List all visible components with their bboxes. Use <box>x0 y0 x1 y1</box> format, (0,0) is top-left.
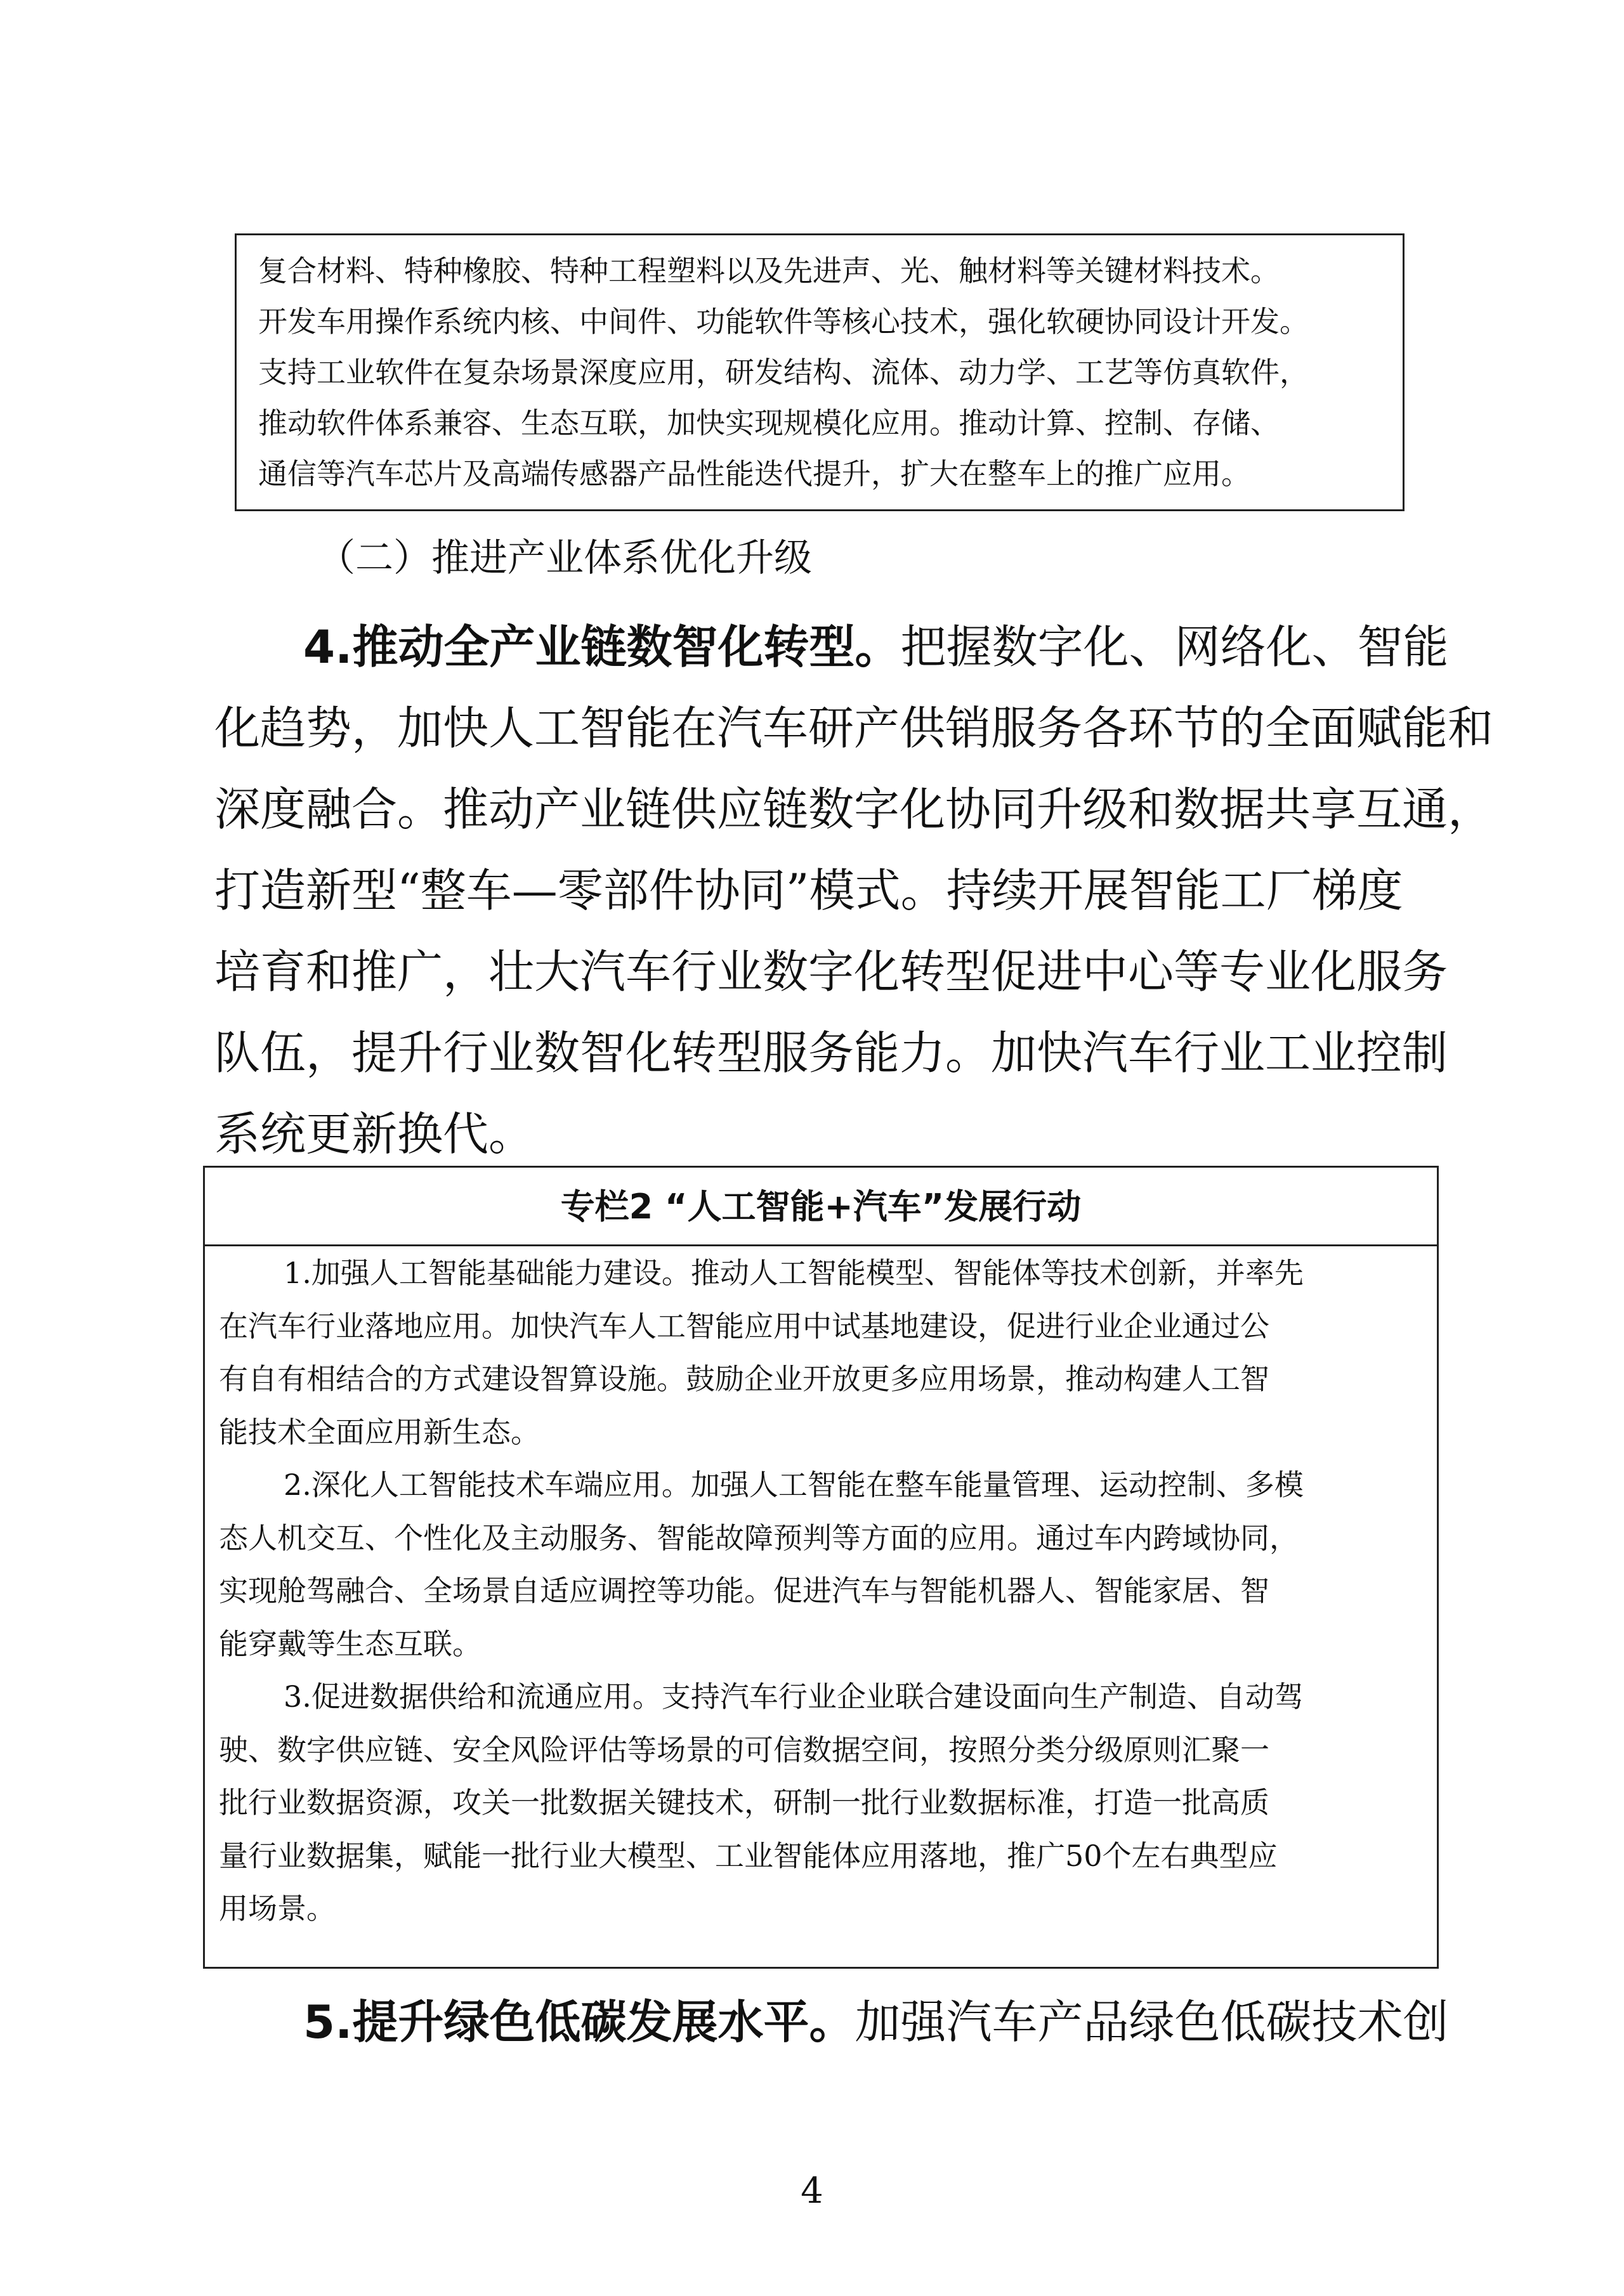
column-line: 态人机交互、个性化及主动服务、智能故障预判等方面的应用。通过车内跨域协同， <box>219 1521 1299 1555</box>
column-line: 3.促进数据供给和流通应用。支持汽车行业企业联合建设面向生产制造、自动驾 <box>284 1680 1304 1714</box>
paragraph-line: 队伍，提升行业数智化转型服务能力。加快汽车行业工业控制 <box>214 1026 1448 1080</box>
paragraph-text: 加强汽车产品绿色低碳技术创 <box>855 1995 1449 2049</box>
column-line: 驶、数字供应链、安全风险评估等场景的可信数据空间，按照分类分级原则汇聚一 <box>219 1733 1269 1767</box>
box-line: 开发车用操作系统内核、中间件、功能软件等核心技术，强化软硬协同设计开发。 <box>258 304 1309 339</box>
paragraph-line <box>303 1992 1448 2052</box>
column-title: 专栏2 “人工智能+汽车”发展行动 <box>560 1187 1082 1227</box>
box-line: 推动软件体系兼容、生态互联，加快实现规模化应用。推动计算、控制、存储、 <box>258 406 1280 440</box>
column-line: 量行业数据集，赋能一批行业大模型、工业智能体应用落地，推广50个左右典型应 <box>219 1839 1278 1873</box>
top-text-box <box>235 233 1405 511</box>
box-line: 复合材料、特种橡胶、特种工程塑料以及先进声、光、触材料等关键材料技术。 <box>258 254 1280 288</box>
paragraph-lead: 4.推动全产业链数智化转型。 <box>303 620 901 674</box>
paragraph-text: 把握数字化、网络化、智能 <box>900 620 1449 674</box>
column-line: 2.深化人工智能技术车端应用。加强人工智能在整车能量管理、运动控制、多模 <box>284 1468 1304 1502</box>
column-title-row <box>205 1168 1437 1246</box>
column-line: 实现舱驾融合、全场景自适应调控等功能。促进汽车与智能机器人、智能家居、智 <box>219 1574 1269 1608</box>
column-line: 在汽车行业落地应用。加快汽车人工智能应用中试基地建设，促进行业企业通过公 <box>219 1309 1269 1343</box>
column-line: 用场景。 <box>219 1891 336 1926</box>
paragraph-line <box>303 616 1448 677</box>
column-line: 1.加强人工智能基础能力建设。推动人工智能模型、智能体等技术创新，并率先 <box>284 1256 1304 1290</box>
paragraph-line: 系统更新换代。 <box>214 1107 535 1161</box>
column-line: 能穿戴等生态互联。 <box>219 1627 481 1661</box>
page-number: 4 <box>801 2170 823 2212</box>
box-line: 支持工业软件在复杂场景深度应用，研发结构、流体、动力学、工艺等仿真软件， <box>258 355 1309 389</box>
paragraph-line: 培育和推广，壮大汽车行业数字化转型促进中心等专业化服务 <box>214 945 1448 998</box>
section-heading: （二）推进产业体系优化升级 <box>317 536 812 580</box>
column-line: 批行业数据资源，攻关一批数据关键技术，研制一批行业数据标准，打造一批高质 <box>219 1785 1269 1820</box>
column-box-2 <box>203 1166 1439 1969</box>
column-line: 能技术全面应用新生态。 <box>219 1415 540 1449</box>
column-line: 有自有相结合的方式建设智算设施。鼓励企业开放更多应用场景，推动构建人工智 <box>219 1362 1269 1396</box>
paragraph-line: 深度融合。推动产业链供应链数字化协同升级和数据共享互通， <box>214 783 1494 836</box>
paragraph-line: 打造新型“整车—零部件协同”模式。持续开展智能工厂梯度 <box>214 864 1403 917</box>
box-line: 通信等汽车芯片及高端传感器产品性能迭代提升，扩大在整车上的推广应用。 <box>258 457 1250 491</box>
paragraph-lead: 5.提升绿色低碳发展水平。 <box>303 1995 855 2049</box>
paragraph-line: 化趋势，加快人工智能在汽车研产供销服务各环节的全面赋能和 <box>214 701 1494 755</box>
